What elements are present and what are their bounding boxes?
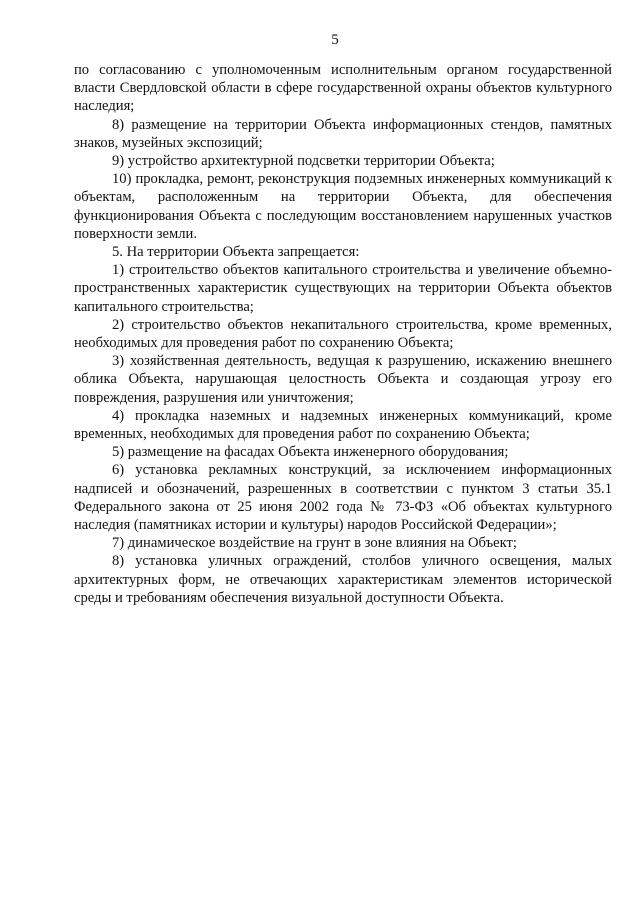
prohibition-item-4: 4) прокладка наземных и надземных инженерных коммуникаций, кроме временных, необходимых для проведения работ по сохранению Объекта; <box>74 407 612 443</box>
prohibition-item-3: 3) хозяйственная деятельность, ведущая к разрушению, искажению внешнего облика Объекта, нарушающая целостность Объекта и создающая угрозу его повреждения, разрушения или уничтожения; <box>74 353 612 406</box>
list-item-10-utilities: 10) прокладка, ремонт, реконструкция подземных инженерных коммуникаций к объектам, расположенным на территории Объекта, для обеспечения функционирования Объекта с последующим восстановлением нарушенных участков поверхности земли. <box>74 171 612 242</box>
prohibition-item-8: 8) установка уличных ограждений, столбов уличного освещения, малых архитектурных форм, не отвечающих характеристикам элементов исторической среды и требованиям обеспечения визуальной доступности Объекта. <box>74 553 612 606</box>
prohibition-item-2: 2) строительство объектов некапитального строительства, кроме временных, необходимых для проведения работ по сохранению Объекта; <box>74 316 612 352</box>
paragraph-continuation: по согласованию с уполномоченным исполнительным органом государственной власти Свердловской области в сфере государственной охраны объектов культурного наследия; <box>74 62 612 115</box>
document-body <box>74 61 612 607</box>
list-item-8-stands: 8) размещение на территории Объекта информационных стендов, памятных знаков, музейных экспозиций; <box>74 116 612 151</box>
prohibition-item-5: 5) размещение на фасадах Объекта инженерного оборудования; <box>112 444 509 461</box>
prohibition-item-6: 6) установка рекламных конструкций, за исключением информационных надписей и обозначений, разрешенных в соответствии с пунктом 3 статьи 35.1 Федерального закона от 25 июня 2002 года № 73-ФЗ «Об объектах культурного наследия (памятниках истории и культуры) народов Российской Федерации»; <box>74 462 612 534</box>
page-number: 5 <box>331 32 339 48</box>
prohibition-item-1: 1) строительство объектов капитального строительства и увеличение объемно-пространственных характеристик существующих на территории Объекта объектов капитального строительства; <box>74 262 612 315</box>
prohibition-item-7: 7) динамическое воздействие на грунт в зоне влияния на Объект; <box>112 535 517 552</box>
section-5-heading: 5. На территории Объекта запрещается: <box>112 244 360 261</box>
list-item-9-lighting: 9) устройство архитектурной подсветки территории Объекта; <box>112 153 495 170</box>
